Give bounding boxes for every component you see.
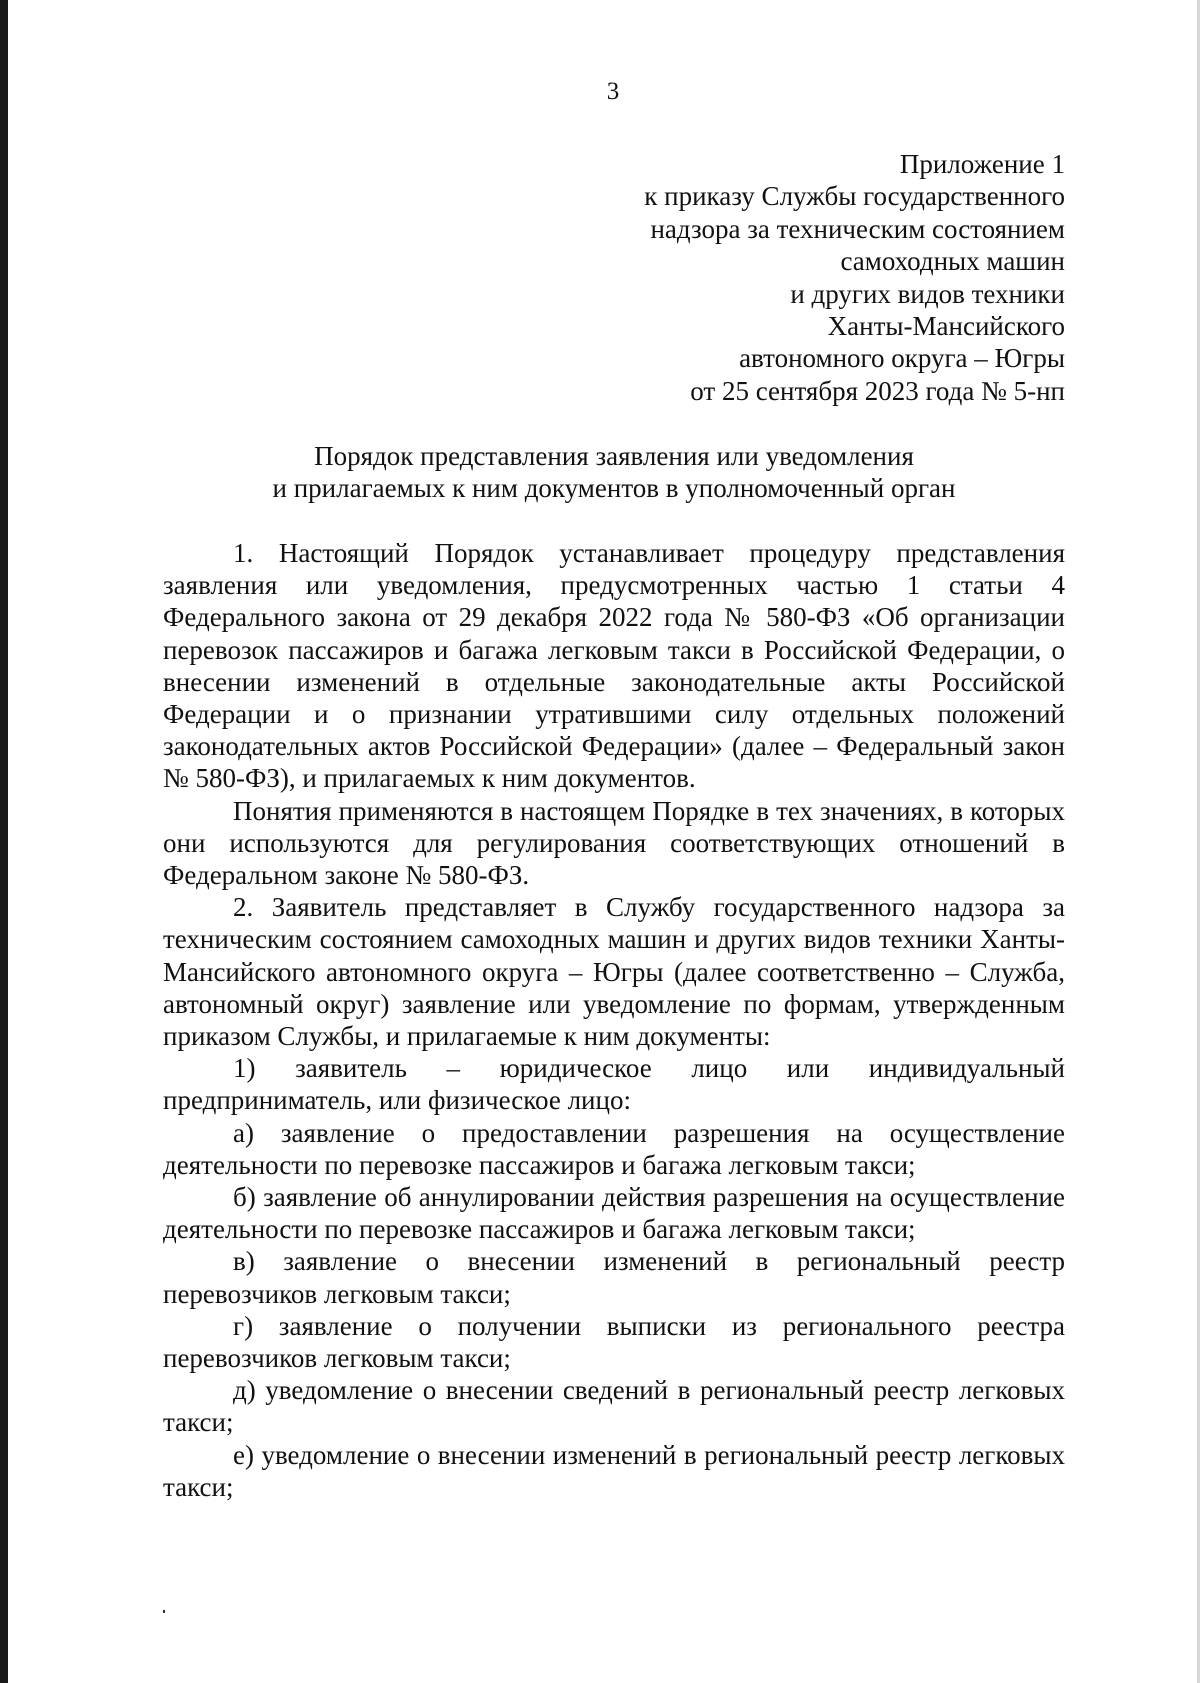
paragraph-2: 2. Заявитель представляет в Службу государственного надзора за техническим состоянием самоходных машин и других видов техники Ханты-Мансийского автономного округа – Югры (далее соответственно – Служба, автономный округ) заявление или уведомление по формам, утвержденным приказом Службы, и прилагаемые к ним документы: xyxy=(163,892,1065,1052)
paragraph-1: 1. Настоящий Порядок устанавливает процедуру представления заявления или уведомления, предусмотренных частью 1 статьи 4 Федерального закона от 29 декабря 2022 года № 580-ФЗ «Об организации перевозок пассажиров и багажа легковым такси в Российской Федерации, о внесении изменений в отдельные законодательные акты Российской Федерации и о признании утратившими силу отдельных положений законодательных актов Российской Федерации» (далее – Федеральный закон № 580-ФЗ), и прилагаемых к ним документов. xyxy=(163,538,1065,794)
scan-edge-left xyxy=(0,0,8,1683)
appendix-line: надзора за техническим состоянием xyxy=(650,213,1065,244)
subitem-e: е) уведомление о внесении изменений в региональный реестр легковых такси; xyxy=(163,1439,1065,1502)
appendix-line: от 25 сентября 2023 года № 5-нп xyxy=(690,375,1065,406)
appendix-line: самоходных машин xyxy=(840,246,1065,277)
appendix-line: к приказу Службы государственного xyxy=(644,181,1065,212)
appendix-line: Приложение 1 xyxy=(899,149,1065,179)
appendix-line: автономного округа – Югры xyxy=(739,343,1065,374)
appendix-header xyxy=(365,148,1065,407)
subitem-g: г) заявление о получении выписки из регионального реестра перевозчиков легковым такси; xyxy=(163,1310,1065,1374)
page-number: 3 xyxy=(606,78,620,105)
document-title xyxy=(163,440,1065,505)
subitem-v: в) заявление о внесении изменений в региональный реестр перевозчиков легковым такси; xyxy=(163,1246,1065,1309)
title-line: и прилагаемых к ним документов в уполномоченный орган xyxy=(272,473,956,504)
title-line: Порядок представления заявления или уведомления xyxy=(314,441,914,471)
subitem-b: б) заявление об аннулировании действия разрешения на осуществление деятельности по перевозке пассажиров и багажа легковым такси; xyxy=(163,1182,1065,1245)
appendix-line: Ханты-Мансийского xyxy=(827,311,1065,342)
subitem-d: д) уведомление о внесении сведений в региональный реестр легковых такси; xyxy=(163,1375,1065,1438)
document-body xyxy=(163,537,1065,1503)
paragraph-definitions: Понятия применяются в настоящем Порядке в тех значениях, в которых они используются для регулирования соответствующих отношений в Федеральном законе № 580-ФЗ. xyxy=(163,795,1065,891)
subitem-1: 1) заявитель – юридическое лицо или индивидуальный предприниматель, или физическое лицо: xyxy=(163,1053,1065,1116)
appendix-line: и других видов техники xyxy=(790,278,1065,309)
scan-speck xyxy=(163,1610,165,1613)
subitem-a: а) заявление о предоставлении разрешения на осуществление деятельности по перевозке пассажиров и багажа легковым такси; xyxy=(163,1117,1065,1180)
